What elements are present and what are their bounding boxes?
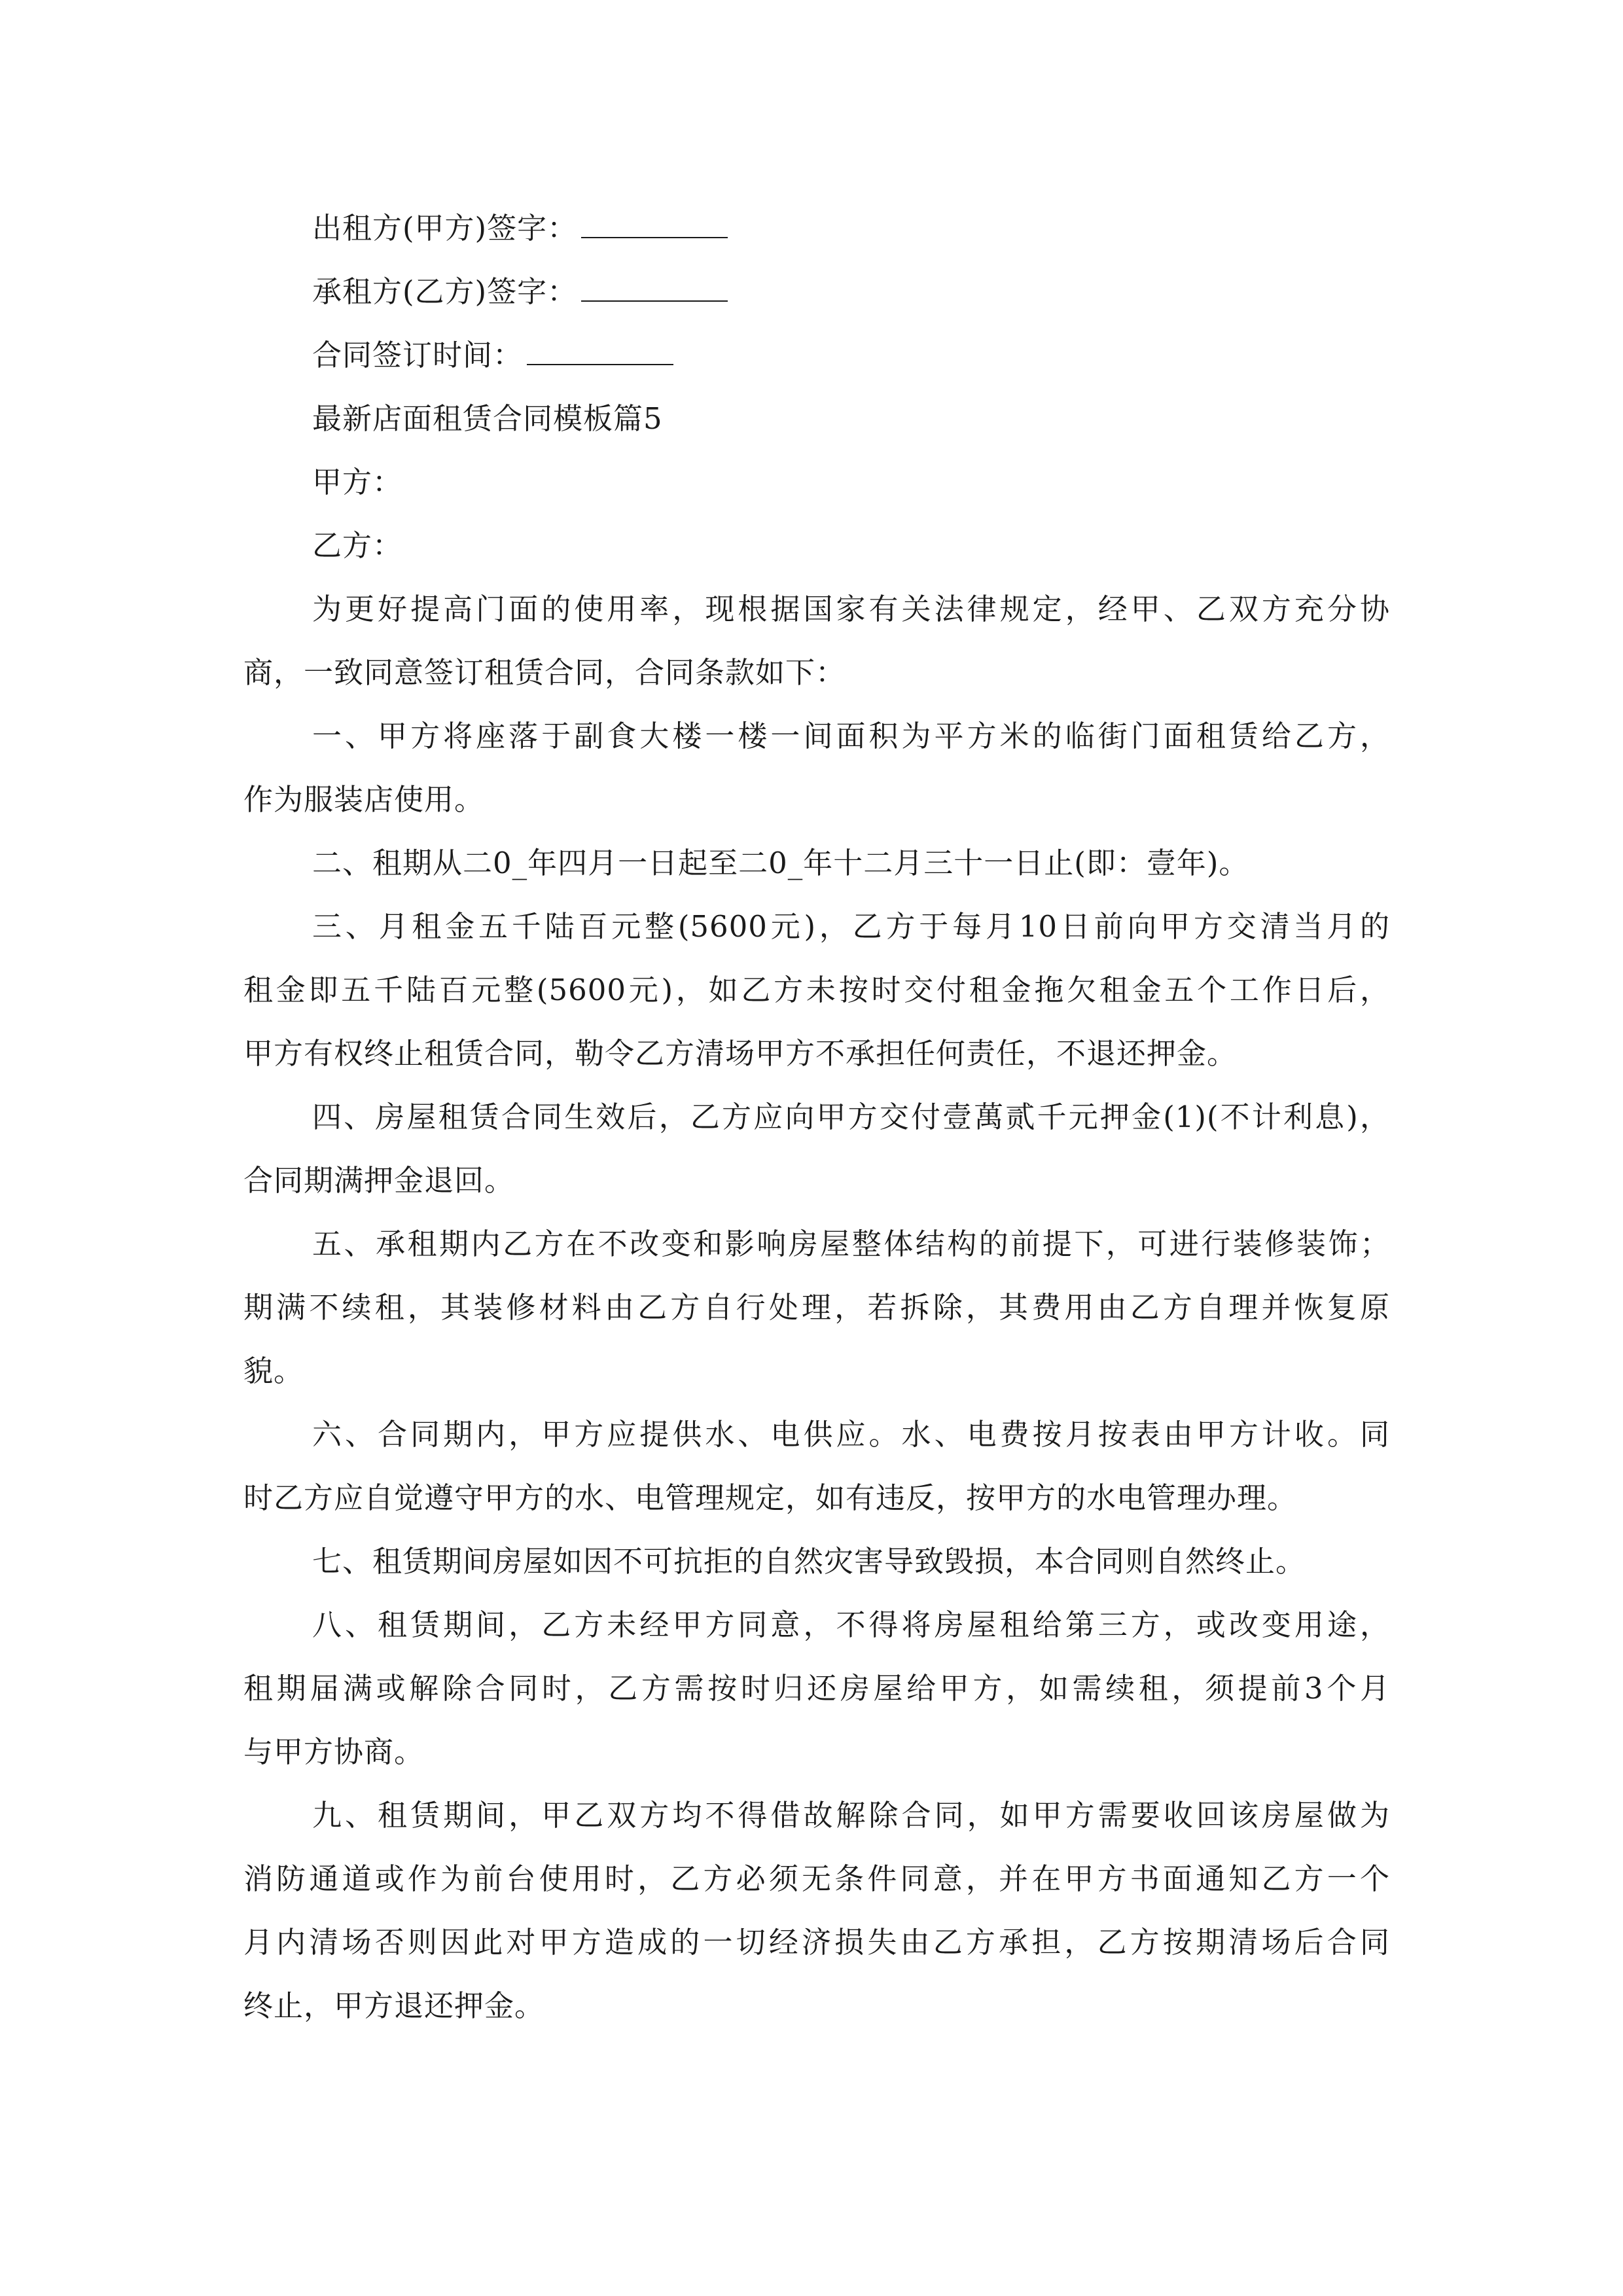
lessor-signature-line <box>243 196 1390 260</box>
clause-3-line-3: 甲方有权终止租赁合同，勒令乙方清场甲方不承担任何责任，不退还押金。 <box>243 1036 1238 1071</box>
clause-2 <box>243 831 1390 895</box>
lessee-signature-line <box>243 260 1390 323</box>
clause-6 <box>243 1403 1390 1530</box>
clause-8-line-2: 租期届满或解除合同时，乙方需按时归还房屋给甲方，如需续租，须提前3个月 <box>243 1671 1390 1706</box>
clause-9-line-2: 消防通道或作为前台使用时，乙方必须无条件同意，并在甲方书面通知乙方一个 <box>243 1861 1390 1896</box>
clause-2-line-1: 二、租期从二0_年四月一日起至二0_年十二月三十一日止(即：壹年)。 <box>312 846 1249 880</box>
intro-line-1: 为更好提高门面的使用率，现根据国家有关法律规定，经甲、乙双方充分协 <box>312 592 1390 626</box>
clause-8-line-1: 八、租赁期间，乙方未经甲方同意，不得将房屋租给第三方，或改变用途， <box>312 1607 1390 1642</box>
section-heading: 最新店面租赁合同模板篇5 <box>312 401 663 436</box>
clause-3-line-1: 三、月租金五千陆百元整(5600元)，乙方于每月10日前向甲方交清当月的 <box>312 909 1390 944</box>
intro-paragraph <box>243 577 1390 704</box>
lessee-signature-blank <box>581 274 728 302</box>
party-a-label: 甲方： <box>312 465 403 499</box>
clause-9-line-1: 九、租赁期间，甲乙双方均不得借故解除合同，如甲方需要收回该房屋做为 <box>312 1798 1390 1833</box>
lessor-signature-label: 出租方(甲方)签字： <box>312 211 578 245</box>
contract-date-line <box>243 323 1390 387</box>
clause-3-line-2: 租金即五千陆百元整(5600元)，如乙方未按时交付租金拖欠租金五个工作日后， <box>243 973 1390 1007</box>
clause-4 <box>243 1085 1390 1212</box>
clause-3 <box>243 895 1390 1085</box>
clause-4-line-2: 合同期满押金退回。 <box>243 1163 515 1198</box>
clause-5-line-1: 五、承租期内乙方在不改变和影响房屋整体结构的前提下，可进行装修装饰； <box>312 1227 1390 1261</box>
clause-1 <box>243 704 1390 831</box>
clause-5-line-2: 期满不续租，其装修材料由乙方自行处理，若拆除，其费用由乙方自理并恢复原 <box>243 1290 1390 1325</box>
clause-4-line-1: 四、房屋租赁合同生效后，乙方应向甲方交付壹萬贰千元押金(1)(不计利息)， <box>312 1100 1390 1134</box>
clause-5-line-3: 貌。 <box>243 1354 304 1388</box>
lessor-signature-blank <box>581 211 728 238</box>
clause-7-line-1: 七、租赁期间房屋如因不可抗拒的自然灾害导致毁损，本合同则自然终止。 <box>312 1544 1306 1579</box>
clause-1-line-1: 一、甲方将座落于副食大楼一楼一间面积为平方米的临街门面租赁给乙方， <box>312 719 1390 753</box>
clause-9-line-3: 月内清场否则因此对甲方造成的一切经济损失由乙方承担，乙方按期清场后合同 <box>243 1925 1390 1960</box>
clause-9-line-4: 终止，甲方退还押金。 <box>243 1988 545 2023</box>
clause-6-line-2: 时乙方应自觉遵守甲方的水、电管理规定，如有违反，按甲方的水电管理办理。 <box>243 1480 1298 1515</box>
intro-line-2: 商，一致同意签订租赁合同，合同条款如下： <box>243 655 846 690</box>
clause-1-line-2: 作为服装店使用。 <box>243 782 485 817</box>
contract-date-label: 合同签订时间： <box>312 338 524 372</box>
document-body <box>243 196 1390 2037</box>
clause-6-line-1: 六、合同期内，甲方应提供水、电供应。水、电费按月按表由甲方计收。同 <box>312 1417 1390 1452</box>
clause-7 <box>243 1530 1390 1593</box>
clause-9 <box>243 1784 1390 2037</box>
clause-5 <box>243 1212 1390 1403</box>
clause-8-line-3: 与甲方协商。 <box>243 1734 425 1769</box>
lessee-signature-label: 承租方(乙方)签字： <box>312 274 578 309</box>
clause-8 <box>243 1593 1390 1784</box>
party-b-label: 乙方： <box>312 528 403 563</box>
contract-date-blank <box>527 338 673 365</box>
